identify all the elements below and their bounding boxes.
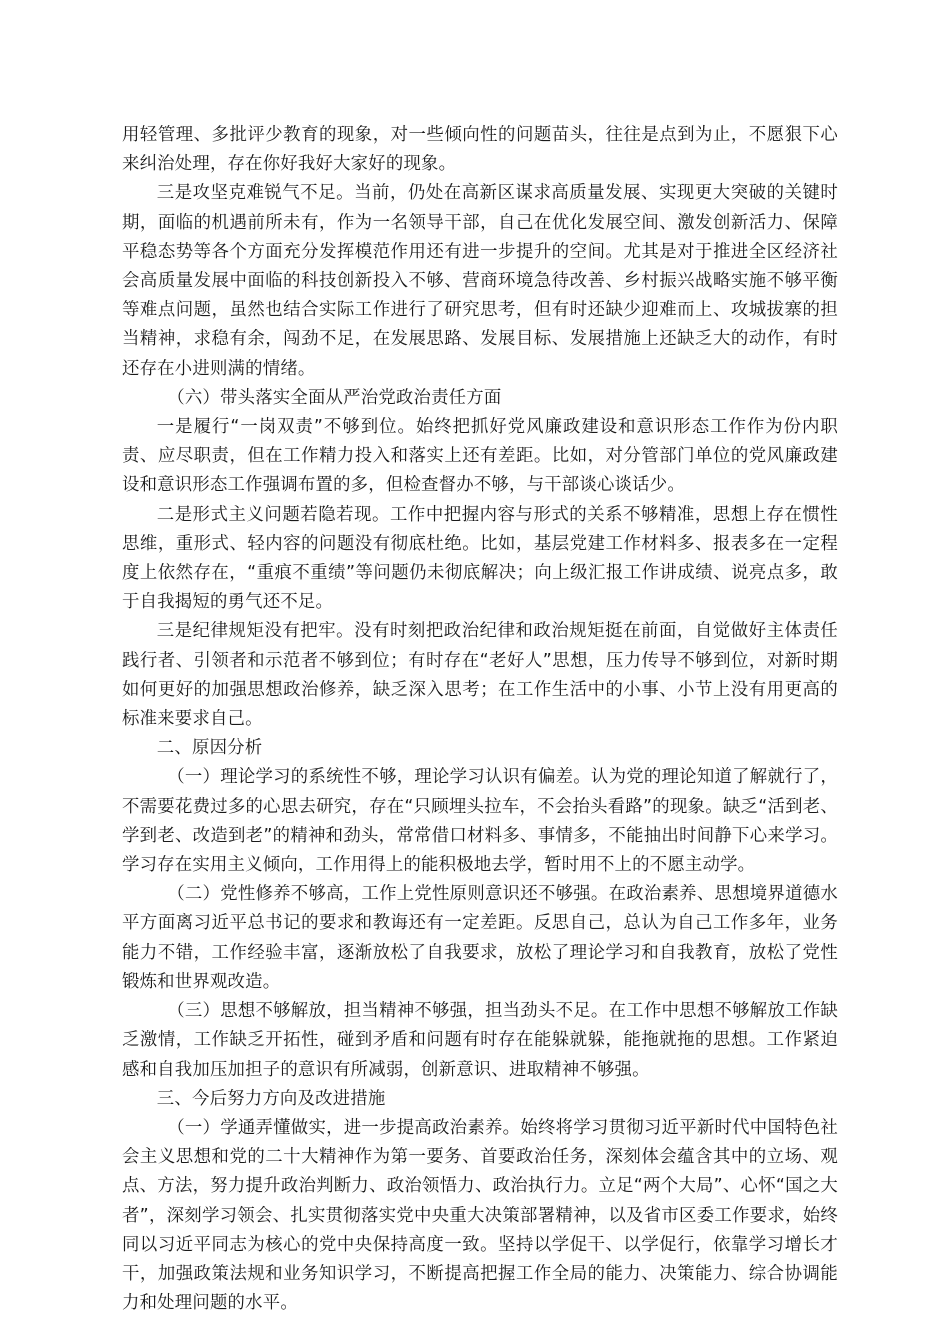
paragraph-sub: （一）学通弄懂做实，进一步提高政治素养。始终将学习贯彻习近平新时代中国特色社会主义思想和党的二十大精神作为第一要务、首要政治任务，深刻体会蕴含其中的立场、观点、方法，努力提升政治判断力、政治领悟力、政治执行力。立足“两个大局”、心怀“国之大者”，深刻学习领会、扎实贯彻落实党中央重大决策部署精神，以及省市区委工作要求，始终同以习近平同志为核心的党中央保持高度一致。坚持以学促干、以学促行，依靠学习增长才干，加强政策法规和业务知识学习，不断提高把握工作全局的能力、决策能力、综合协调能力和处理问题的水平。: [122, 1117, 838, 1314]
paragraph-body: 一是履行“一岗双责”不够到位。始终把抓好党风廉政建设和意识形态工作作为份内职责、应尽职责，但在工作精力投入和落实上还有差距。比如，对分管部门单位的党风廉政建设和意识形态工作强调布置的多，但检查督办不够，与干部谈心谈话少。: [122, 417, 838, 496]
section-heading: 二、原因分析: [156, 738, 263, 759]
paragraph-body: 二是形式主义问题若隐若现。工作中把握内容与形式的关系不够精准，思想上存在惯性思维，重形式、轻内容的问题没有彻底杜绝。比如，基层党建工作材料多、报表多在一定程度上依然存在，“重痕不重绩”等问题仍未彻底解决；向上级汇报工作讲成绩、说亮点多，敢于自我揭短的勇气还不足。: [122, 504, 838, 613]
paragraph-sub: （一）理论学习的系统性不够，理论学习认识有偏差。认为党的理论知道了解就行了，不需要花费过多的心思去研究，存在“只顾埋头拉车，不会抬头看路”的现象。缺乏“活到老、学到老、改造到老”的精神和劲头，常常借口材料多、事情多，不能抽出时间静下心来学习。学习存在实用主义倾向，工作用得上的能积极地去学，暂时用不上的不愿主动学。: [122, 767, 838, 876]
section-heading: 三、今后努力方向及改进措施: [156, 1088, 386, 1109]
paragraph-body: 三是攻坚克难锐气不足。当前，仍处在高新区谋求高质量发展、实现更大突破的关键时期，面临的机遇前所未有，作为一名领导干部，自己在优化发展空间、激发创新活力、保障平稳态势等各个方面充分发挥模范作用还有进一步提升的空间。尤其是对于推进全区经济社会高质量发展中面临的科技创新投入不够、营商环境急待改善、乡村振兴战略实施不够平衡等难点问题，虽然也结合实际工作进行了研究思考，但有时还缺少迎难而上、攻城拔寨的担当精神，求稳有余，闯劲不足，在发展思路、发展目标、发展措施上还缺乏大的动作，有时还存在小进则满的情绪。: [122, 183, 838, 379]
paragraph-body: 三是纪律规矩没有把牢。没有时刻把政治纪律和政治规矩挺在前面，自觉做好主体责任践行者、引领者和示范者不够到位；有时存在“老好人”思想，压力传导不够到位，对新时期如何更好的加强思想政治修养，缺乏深入思考；在工作生活中的小事、小节上没有用更高的标准来要求自己。: [122, 621, 838, 730]
section-subheading: （六）带头落实全面从严治党政治责任方面: [167, 387, 502, 408]
paragraph-continuation: 用轻管理、多批评少教育的现象，对一些倾向性的问题苗头，往往是点到为止，不愿狠下心来纠治处理，存在你好我好大家好的现象。: [122, 125, 838, 175]
document-body: [122, 121, 838, 1318]
paragraph-sub: （二）党性修养不够高，工作上党性原则意识还不够强。在政治素养、思想境界道德水平方面离习近平总书记的要求和教诲还有一定差距。反思自己，总认为自己工作多年，业务能力不错，工作经验丰富，逐渐放松了自我要求，放松了理论学习和自我教育，放松了党性锻炼和世界观改造。: [122, 884, 838, 992]
paragraph-sub: （三）思想不够解放，担当精神不够强，担当劲头不足。在工作中思想不够解放工作缺乏激情，工作缺乏开拓性，碰到矛盾和问题有时存在能躲就躲，能拖就拖的思想。工作紧迫感和自我加压加担子的意识有所减弱，创新意识、进取精神不够强。: [122, 1001, 838, 1080]
